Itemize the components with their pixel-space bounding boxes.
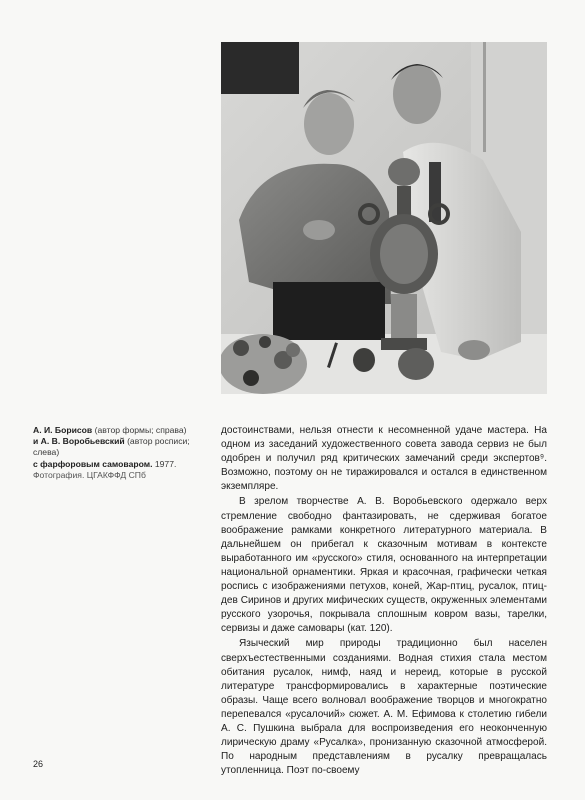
- caption-role-vorobievsky: (автор росписи; слева): [33, 436, 190, 458]
- plate-icon: [221, 334, 307, 394]
- paragraph-2: В зрелом творчестве А. В. Воробьевского одержало верх стремление свободно фантазировать, не сдерживая богатое воображение рамками конкретного литературного материала. В дальнейшем он прибегал к сказочным мотивам в контексте выработанного им «русского» стиля, основанного на интерпретации национальной орнаментики. Яркая и красочная, графически четкая роспись с изображениями петухов, коней, Жар-птиц, русалок, птиц-дев Сиринов и других мифических существ, окруженных элементами русского узорочья, покрывала сплошным ковром вазы, тарелки, сервизы и даже самовары (кат. 120).: [221, 496, 547, 635]
- caption-object: с фарфоровым самоваром.: [33, 458, 153, 469]
- photograph: [221, 42, 547, 394]
- paragraph-1: достоинствами, нельзя отнести к несомненной удаче мастера. На одном из заседаний художественного совета завода сервиз не был одобрен и получил ряд критических замечаний среди экспертов⁹. Возможно, поэтому он не тиражировался и остался в единственном экземпляре.: [221, 425, 547, 493]
- article-body: [221, 424, 547, 778]
- photo-caption: [33, 425, 218, 481]
- caption-name-vorobievsky: и А. В. Воробьевский: [33, 436, 125, 447]
- caption-year: 1977.: [152, 458, 177, 469]
- page-number: 26: [33, 759, 44, 769]
- caption-name-borisov: А. И. Борисов: [33, 425, 93, 435]
- photo-of-two-men-icon: [221, 42, 547, 394]
- caption-role-borisov: (автор формы; справа): [92, 425, 187, 435]
- paragraph-3: Языческий мир природы традиционно был населен сверхъестественными созданиями. Водная стихия стала местом обитания русалок, нимф, наяд и нереид, которые в русской литературе трансформировались в характерные поэтические образы. Чаще всего волновал воображение творцов и многократно перепевался «русалочий» сюжет. А. М. Ефимова к столетию гибели А. С. Пушкина выбрала для воспроизведения его неоконченную лирическую драму «Русалка», пронизанную сказочной атмосферой. По народным представлениям в русалку превращалась утопленница. Поэт по-своему: [221, 638, 547, 777]
- caption-credit: Фотография. ЦГАКФФД СПб: [33, 469, 146, 480]
